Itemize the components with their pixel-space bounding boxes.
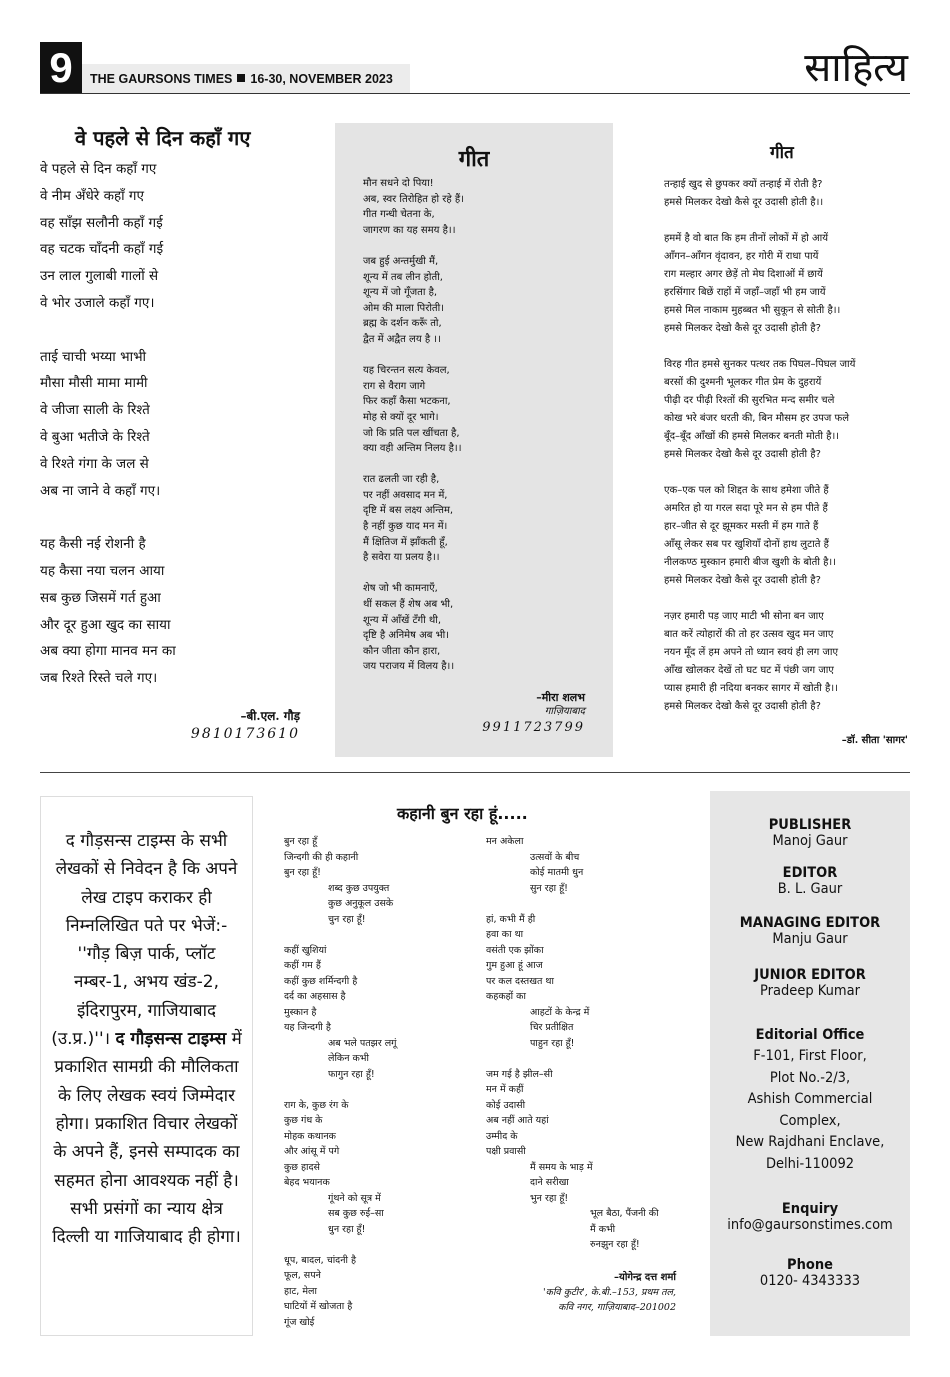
masthead-title: THE GAURSONS TIMES (90, 72, 233, 86)
story-address-1: 'कवि कुटीर', के.बी.–153, प्रथम तल, (543, 1287, 676, 1298)
text-line (363, 348, 464, 364)
text-line: नयन मूँद लें हम अपने तो ध्यान स्वयं ही लग जाए (664, 647, 839, 658)
text-line: शून्य में तब लीन होती, (363, 271, 443, 283)
notice-bold: द गौड़सन्स टाइम्स (115, 1029, 227, 1050)
text-line (363, 457, 464, 473)
text-line: मोह से क्यों दूर भागे। (363, 411, 439, 423)
text-line: मन में कहीं (486, 1084, 524, 1095)
text-line: बेहद भयानक (284, 1177, 330, 1188)
text-line: नीलकण्ठ मुस्कान हमारी बीज खुशी के बोती है।। (664, 557, 837, 568)
text-line: उम्मीद के (486, 1130, 518, 1142)
text-line: थीं सकल हैं शेष अब भी, (363, 599, 454, 611)
poem2-phone: 9911723799 (482, 720, 585, 735)
text-line: लेकिन कभी (328, 1053, 369, 1064)
text-line: यह चिरन्तन सत्य केवल, (363, 365, 450, 377)
text-line: एक–एक पल को शिद्दत के साथ हमेशा जीते हैं (664, 485, 829, 496)
text-line: दर्द का अहसास है (284, 991, 346, 1002)
phone-label: Phone (787, 1257, 833, 1273)
text-line (284, 927, 397, 943)
text-line: है नहीं कुछ याद मन में। (363, 521, 448, 533)
text-line: जब रिश्ते रिस्ते चले गए। (40, 670, 158, 687)
text-line: अब, स्वर तिरोहित हो रहे हैं। (363, 193, 464, 205)
section-divider (40, 772, 910, 773)
text-line: रुनझुन रहा हूँ! (590, 1239, 640, 1250)
text-line: Complex, (779, 1112, 841, 1129)
text-line: यह कैसा नया चलन आया (40, 562, 165, 579)
text-line: धूप, बादल, चांदनी है (284, 1254, 357, 1266)
text-line: कहीं कुछ शर्मिन्दगी है (284, 975, 358, 987)
author-notice (40, 796, 253, 1336)
text-line (664, 338, 855, 356)
text-line (363, 238, 464, 254)
text-line (664, 590, 855, 608)
poem3-title: गीत (770, 143, 794, 163)
text-line: अब नहीं आते यहां (486, 1115, 549, 1126)
masthead (82, 64, 410, 94)
text-line (284, 1237, 397, 1253)
text-line: चिर प्रतीक्षित (530, 1022, 574, 1033)
square-bullet-icon (237, 74, 245, 82)
text-line: गूंज खोई (284, 1316, 315, 1328)
text-line (284, 1082, 397, 1098)
junior-editor-name: Pradeep Kumar (760, 983, 860, 999)
story-address-2: कवि नगर, गाज़ियाबाद–201002 (558, 1302, 676, 1313)
text-line: हमसे मिलकर देखो कैसे दूर उदासी होती है? (664, 323, 821, 334)
text-line: हमसे मिलकर देखो कैसे दूर उदासी होती है? (664, 575, 821, 586)
junior-editor-label: JUNIOR EDITOR (754, 967, 866, 983)
text-line: यह कैसी नई रोशनी है (40, 536, 146, 553)
text-line: हरसिंगार बिछें राहों में जहाँ–जहाँ भी हम जायें (664, 287, 826, 298)
text-line: मुस्कान है (284, 1006, 317, 1018)
poem1-body (40, 156, 300, 744)
text-line (664, 212, 855, 230)
poem1-phone: 9810173610 (190, 725, 300, 742)
poem3-author: –डॉ. सीता 'सागर' (841, 735, 908, 746)
text-line: वे भोर उजाले कहाँ गए। (40, 294, 155, 311)
enquiry-label: Enquiry (781, 1201, 839, 1217)
text-line: अमरित हो या गरल सदा पूरे मन से हम पीते हैं (664, 503, 828, 514)
text-line: उन लाल गुलाबी गालों से (40, 268, 159, 285)
text-line: कुछ गंध के (284, 1115, 323, 1126)
text-line: घाटियों में खोजता है (284, 1301, 353, 1312)
text-line: भुन रहा हूँ! (530, 1192, 569, 1204)
office-address (710, 1046, 910, 1175)
text-line: कोई मातमी धुन (530, 867, 584, 878)
text-line: जिन्दगी की ही कहानी (284, 851, 359, 863)
text-line: राग से वैराग जागे (363, 380, 426, 392)
text-line: फूल, सपने (284, 1270, 321, 1281)
text-line: वे नीम अँधेरे कहाँ गए (40, 187, 144, 204)
text-line: कोख भरे बंजर धरती की, बिन मौसम हर उपज फले (664, 413, 850, 424)
story-credit (470, 1271, 676, 1315)
text-line: सुन रहा हूँ! (530, 882, 568, 894)
text-line: कौन जीता कौन हारा, (363, 645, 441, 657)
text-line: शेष जो भी कामनाएँ, (363, 583, 438, 595)
text-line: मैं समय के भाड़ में (530, 1161, 593, 1173)
editor-label: EDITOR (782, 865, 838, 881)
text-line: हममें है वो बात कि हम तीनों लोकों में हो आयें (664, 233, 829, 244)
text-line: ओम की माला पिरोती। (363, 302, 444, 314)
text-line: यह जिन्दगी है (284, 1022, 331, 1033)
text-line: तन्हाई खुद से छुपकर क्यों तन्हाई में रोती है? (664, 179, 823, 190)
text-line: कहकहों का (486, 991, 526, 1002)
poem1-author: –बी.एल. गौड़ (240, 708, 300, 723)
poem2-credit (500, 690, 585, 719)
text-line: मौसा मौसी मामा मामी (40, 375, 148, 392)
page-number: 9 (40, 42, 82, 94)
text-line: फागुन रहा हूँ! (328, 1068, 375, 1080)
poem2-author: –मीरा शलभ (536, 691, 585, 704)
poem1-lines (40, 156, 300, 692)
text-line: वे रिश्ते गंगा के जल से (40, 455, 149, 472)
text-line: जम गई है झील–सी (486, 1068, 553, 1080)
header-rule (40, 93, 910, 94)
text-line: गूंथने को सूत्र में (328, 1192, 381, 1204)
text-line: हार–जीत से दूर झूमकर मस्ती में हम गाते हैं (664, 521, 819, 532)
text-line: गीत गन्धी चेतना के, (363, 209, 435, 221)
text-line: शून्य में जो गूँजता है, (363, 287, 438, 299)
text-line: कहीं खुशियां (284, 944, 327, 956)
poem2-lines (363, 176, 464, 675)
text-line: दाने सरीखा (530, 1177, 569, 1188)
text-line: हां, कभी मैं ही (486, 913, 536, 925)
issue-date: 16-30, NOVEMBER 2023 (250, 72, 393, 86)
editor-name: B. L. Gaur (777, 881, 843, 897)
text-line: दृष्टि में बस लक्ष्य अन्तिम, (363, 505, 454, 517)
text-line: हमसे मिलकर देखो कैसे दूर उदासी होती है? (664, 449, 821, 460)
text-line: हमसे मिलकर देखो कैसे दूर उदासी होती है? (664, 701, 821, 712)
text-line: दृष्टि है अनिमेष अब भी। (363, 630, 450, 642)
text-line: कहीं गम हैं (284, 960, 321, 971)
text-line: गुम हुआ हूं आज (486, 960, 543, 971)
text-line: वे जीजा साली के रिश्ते (40, 402, 150, 419)
phone-number: 0120- 4343333 (759, 1273, 861, 1289)
poem2-title: गीत (458, 147, 490, 172)
text-line: क्या वही अन्तिम निलय है।। (363, 443, 462, 455)
text-line: Plot No.-2/3, (769, 1069, 851, 1086)
notice-text-before: द गौड़सन्स टाइम्स के सभी लेखकों से निवेदन है कि अपने लेख टाइप कराकर ही निम्नलिखित पते पर भेजें:- ''गौड़ बिज़ पार्क, प्लॉट नम्बर-1, अभय खंड-2, इंदिरापुरम, गाजियाबाद (उ.प्र.)''। (51, 831, 238, 1050)
text-line: वे पहले से दिन कहाँ गए (40, 161, 157, 177)
enquiry-email: info@gaursonstimes.com (727, 1217, 893, 1233)
text-line: पर कल दस्तखत था (486, 975, 554, 987)
text-line: आँसू लेकर सब पर खुशियाँ दोनों हाथ लुटाते हैं (664, 539, 829, 550)
text-line: जब हुई अन्तर्मुखी मैं, (363, 255, 439, 267)
text-line: बुन रहा हूँ! (284, 867, 321, 878)
story-column-a (284, 834, 397, 1330)
text-line: और दूर हुआ खुद का साया (40, 616, 171, 633)
office-label: Editorial Office (755, 1027, 865, 1043)
story-author: –योगेन्द्र दत्त शर्मा (614, 1272, 676, 1283)
text-line (363, 566, 464, 582)
text-line: पक्षी प्रवासी (486, 1146, 526, 1157)
poem2-place: गाज़ियाबाद (544, 706, 585, 717)
text-line: शब्द कुछ उपयुक्त (328, 882, 390, 894)
text-line: पर नहीं अवसाद मन में, (363, 489, 448, 501)
poem3-lines (664, 176, 855, 716)
text-line: वे बुआ भतीजे के रिश्ते (40, 428, 150, 445)
text-line: पाहुन रहा हूँ! (530, 1037, 575, 1049)
text-line: धुन रहा हूँ! (328, 1223, 366, 1235)
text-line: बुन रहा हूँ (284, 836, 318, 847)
text-line: अब ना जाने वे कहाँ गए। (40, 482, 161, 499)
text-line: New Rajdhani Enclave, (735, 1134, 885, 1150)
text-line (40, 504, 300, 531)
text-line: विरह गीत हमसे सुनकर पत्थर तक पिघल–पिघल जायें (664, 359, 856, 370)
text-line: मैं कभी (590, 1223, 616, 1235)
text-line: और आंसू में पगे (284, 1146, 340, 1157)
text-line: सब कुछ जिसमें गर्त हुआ (40, 589, 161, 606)
text-line: अब भले पतझर लगूं (328, 1037, 397, 1049)
text-line (486, 1051, 659, 1067)
text-line: चुन रहा हूँ! (328, 913, 366, 925)
poem2-body (363, 176, 464, 675)
story-title: कहानी बुन रहा हूं..... (397, 804, 528, 823)
text-line: कोई उदासी (486, 1099, 526, 1111)
text-line: राग के, कुछ रंग के (284, 1099, 349, 1111)
text-line: कुछ अनुकूल उसके (328, 898, 394, 909)
text-line: है सवेरा या प्रलय है।। (363, 552, 440, 564)
text-line: जय पराजय में विलय है।। (363, 661, 455, 673)
text-line: आँगन–आँगन वृंदावन, हर गोरी में राधा पायें (664, 251, 819, 262)
text-line: मैं क्षितिज में झाँकती हूँ, (363, 536, 448, 548)
text-line: जागरण का यह समय है।। (363, 224, 456, 236)
text-line: वह साँझ सलौनी कहाँ गई (40, 214, 163, 231)
text-line: ताई चाची भय्या भाभी (40, 348, 147, 365)
text-line: ब्रह्म के दर्शन करूँ तो, (363, 318, 442, 330)
text-line: मन अकेला (486, 836, 524, 847)
publisher-label: PUBLISHER (768, 817, 852, 833)
staff-sidebar (710, 791, 910, 1336)
text-line: वह चटक चाँदनी कहाँ गई (40, 241, 164, 258)
text-line: वसंती एक झोंका (486, 944, 544, 956)
text-line (664, 464, 855, 482)
text-line: प्यास हमारी ही नदिया बनकर सागर में खोती है।। (664, 683, 838, 694)
text-line: बरसों की दुश्मनी भूलकर गीत प्रेम के दुहरायें (664, 377, 822, 388)
story-column-b (486, 834, 659, 1253)
text-line: आँख खोलकर देखें तो घट घट में पंछी जग जाए (664, 665, 834, 676)
text-line: मौन सधने दो पिया! (363, 178, 434, 189)
text-line: हवा का था (486, 929, 524, 940)
text-line: मोहक कथानक (284, 1130, 336, 1142)
managing-editor-label: MANAGING EDITOR (739, 915, 881, 931)
text-line: F-101, First Floor, (753, 1048, 867, 1064)
text-line: नज़र हमारी पड़ जाए माटी भी सोना बन जाए (664, 611, 824, 622)
text-line: राग मल्हार अगर छेड़ें तो मेघ दिशाओं में छायें (664, 269, 823, 280)
text-line: बूँद–बूँद आँखों की हमसे मिलकर बनती मोती है।। (664, 431, 840, 442)
text-line: जो कि प्रति पल खींचता है, (363, 427, 460, 439)
text-line (40, 317, 300, 344)
text-line: हमसे मिलकर देखो कैसे दूर उदासी होती है।। (664, 197, 824, 208)
text-line: Delhi-110092 (765, 1155, 855, 1172)
poem3-body (664, 176, 855, 716)
text-line: Ashish Commercial (747, 1091, 873, 1107)
text-line: सब कुछ रुई–सा (328, 1208, 384, 1219)
text-line: बात करें त्योहारों की तो हर उत्सव खुद मन जाए (664, 629, 834, 640)
text-line: रात ढलती जा रही है, (363, 474, 440, 486)
managing-editor-name: Manju Gaur (772, 931, 848, 947)
text-line: अब क्या होगा मानव मन का (40, 643, 176, 660)
text-line: हाट, मेला (284, 1285, 317, 1297)
text-line: शून्य में आँखें टँगी थी, (363, 614, 442, 626)
section-title: साहित्य (804, 45, 908, 91)
text-line: आहटों के केन्द्र में (530, 1006, 590, 1018)
text-line: द्वैत में अद्वैत लय है ।। (363, 333, 441, 345)
text-line: भूल बैठा, पैंजनी की (590, 1208, 659, 1219)
text-line: हमसे मिल नाकाम मुहब्बत भी सुकून से सोती है।। (664, 305, 841, 316)
text-line: फिर कहाँ कैसा भटकना, (363, 396, 451, 408)
text-line: पीढ़ी दर पीढ़ी रिश्तों की सुरभित मन्द समीर चले (664, 395, 835, 406)
poem1-title: वे पहले से दिन कहाँ गए (75, 126, 251, 150)
text-line (486, 896, 659, 912)
publisher-name: Manoj Gaur (772, 833, 848, 849)
text-line: उत्सवों के बीच (530, 851, 580, 863)
text-line: कुछ हादसे (284, 1161, 320, 1173)
notice-text-after: में प्रकाशित सामग्री की मौलिकता के लिए लेखक स्वयं जिम्मेदार होगा। प्रकाशित विचार लेखकों के अपने हैं, इनसे सम्पादक का सहमत होना आवश्यक नहीं है। सभी प्रसंगों का न्याय क्षेत्र दिल्ली या गाजियाबाद ही होगा। (52, 1029, 242, 1248)
